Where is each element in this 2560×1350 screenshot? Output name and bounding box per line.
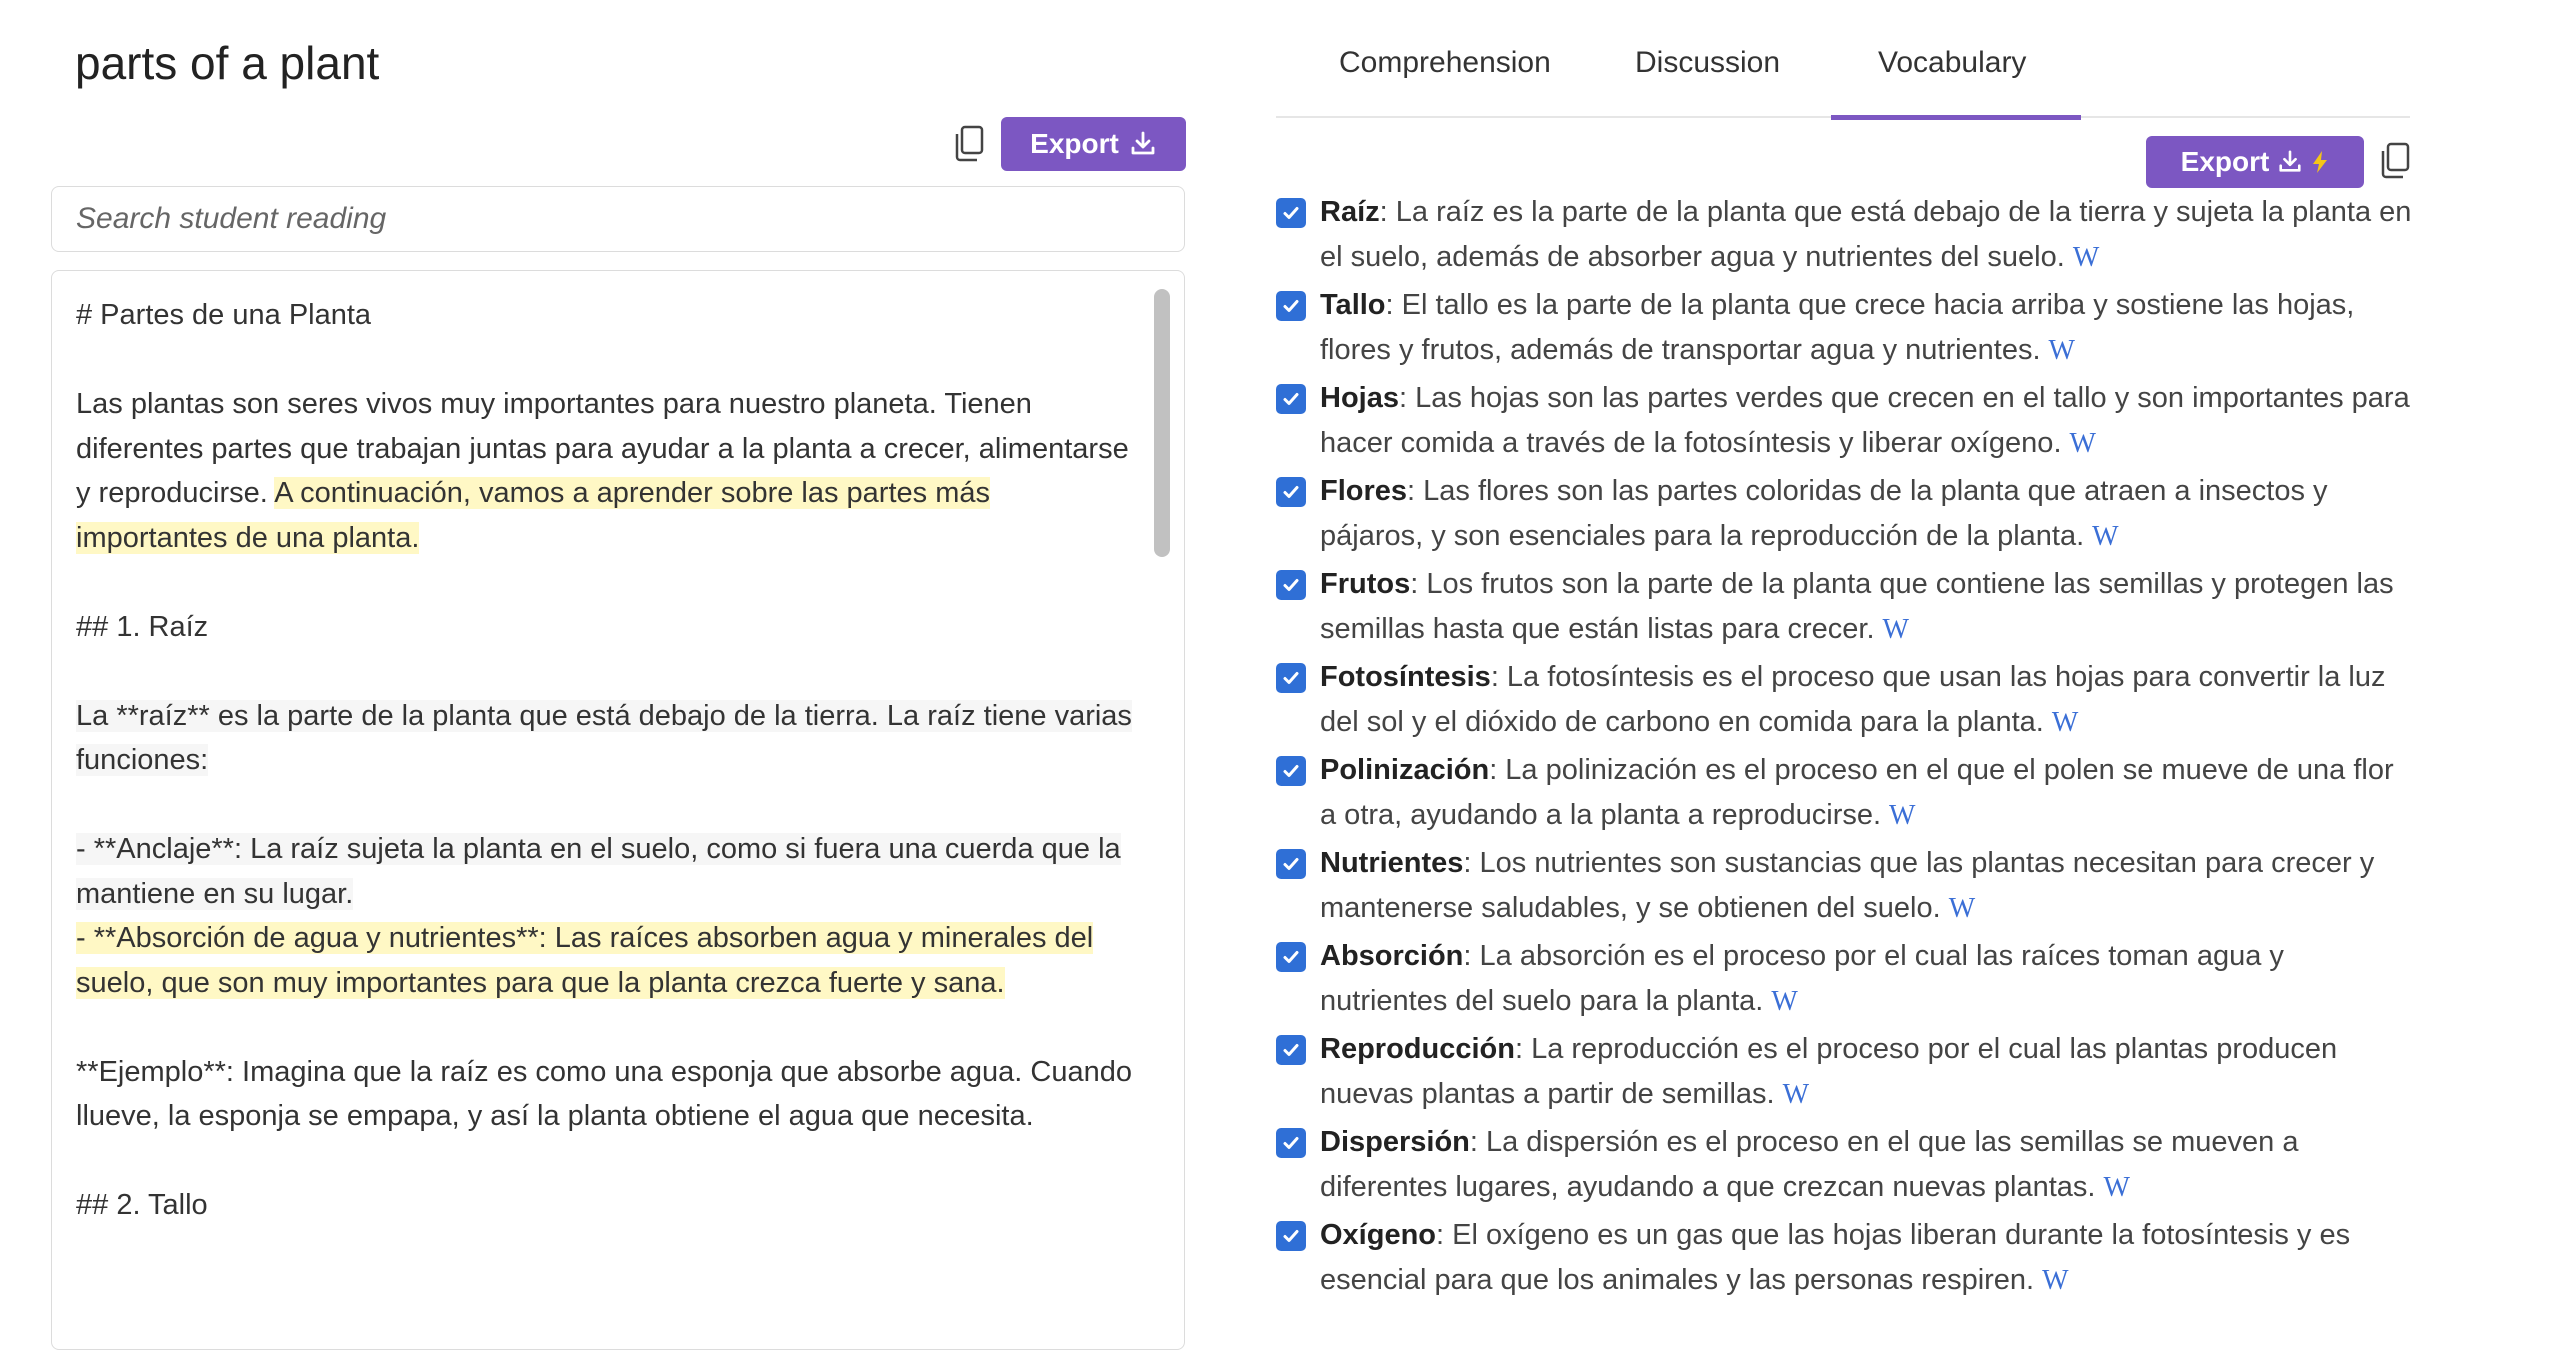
vocabulary-item <box>1276 1027 2416 1120</box>
vocabulary-item <box>1276 376 2416 469</box>
vocabulary-definition: : La reproducción es el proceso por el cual las plantas producen nuevas plantas a partir de semillas. <box>1320 1033 2338 1110</box>
reading-paragraph <box>76 1050 1136 1139</box>
reading-text-segment: Las plantas son seres vivos muy importantes para nuestro planeta. Tienen diferentes partes que trabajan juntas para ayudar a la planta a crecer, alimentarse y reproducirse. <box>76 388 1129 509</box>
highlighted-text: A continuación, vamos a aprender sobre las partes más importantes de una planta. <box>76 477 990 554</box>
wikipedia-icon[interactable]: W <box>2103 1171 2130 1203</box>
reading-text-segment: **Ejemplo**: Imagina que la raíz es como una esponja que absorbe agua. Cuando llueve, la esponja se empapa, y así la planta obtiene el agua que necesita. <box>76 1055 1132 1132</box>
vocabulary-checkbox[interactable] <box>1276 198 1306 228</box>
wikipedia-icon[interactable]: W <box>2048 334 2075 366</box>
export-button[interactable] <box>1001 117 1186 171</box>
vocabulary-checkbox[interactable] <box>1276 1035 1306 1065</box>
vocabulary-checkbox[interactable] <box>1276 1221 1306 1251</box>
checkmark-icon <box>1281 203 1301 223</box>
wikipedia-icon[interactable]: W <box>2069 427 2096 459</box>
wikipedia-icon[interactable]: W <box>1948 892 1976 924</box>
wikipedia-icon[interactable]: W <box>1882 613 1909 645</box>
checkmark-icon <box>1281 296 1301 316</box>
search-input[interactable] <box>51 186 1185 252</box>
vocabulary-definition: : El oxígeno es un gas que las hojas liberan durante la fotosíntesis y es esencial para que los animales y las personas respiren. <box>1320 1219 2351 1296</box>
vocabulary-item <box>1276 562 2416 655</box>
reading-paragraph <box>76 382 1136 560</box>
vocabulary-term: Polinización <box>1320 754 1490 786</box>
vocabulary-definition: : Las flores son las partes coloridas de la planta que atraen a insectos y pájaros, y son esenciales para la reproducción de la planta. <box>1320 475 2328 552</box>
vocabulary-term: Raíz <box>1320 196 1380 228</box>
vocabulary-term: Frutos <box>1320 568 1411 600</box>
checkmark-icon <box>1281 854 1301 874</box>
export-label: Export <box>2180 146 2270 177</box>
page-title: parts of a plant <box>75 37 380 89</box>
vocabulary-definition: : Las hojas son las partes verdes que crecen en el tallo y son importantes para hacer comida a través de la fotosíntesis y liberar oxígeno. <box>1320 382 2410 459</box>
export-label: Export <box>1030 128 1119 159</box>
wikipedia-icon[interactable]: W <box>1889 799 1916 831</box>
tab-discussion[interactable]: Discussion <box>1635 46 1781 79</box>
vocabulary-checkbox[interactable] <box>1276 291 1306 321</box>
wikipedia-icon[interactable]: W <box>2051 706 2079 738</box>
reading-paragraph <box>76 827 1136 1005</box>
vocabulary-item <box>1276 1120 2416 1213</box>
vocabulary-term: Absorción <box>1320 940 1464 972</box>
vocabulary-checkbox[interactable] <box>1276 384 1306 414</box>
tab-comprehension[interactable]: Comprehension <box>1339 46 1551 79</box>
vocabulary-item <box>1276 469 2416 562</box>
vocabulary-item <box>1276 655 2416 748</box>
vocabulary-definition: : La polinización es el proceso en el que el polen se mueve de una flor a otra, ayudando a la planta a reproducirse. <box>1320 754 2394 831</box>
vocabulary-checkbox[interactable] <box>1276 942 1306 972</box>
copy-icon[interactable] <box>2378 142 2412 180</box>
scrollbar-thumb[interactable] <box>1154 289 1170 557</box>
reading-paragraph <box>76 293 1136 338</box>
vocabulary-item <box>1276 748 2416 841</box>
wikipedia-icon[interactable]: W <box>1771 985 1798 1017</box>
vocabulary-list <box>1276 190 2416 1306</box>
reading-text-segment: ## 2. Tallo <box>76 1189 208 1221</box>
reading-paragraph <box>76 694 1136 783</box>
reading-text-segment: La **raíz** es la parte de la planta que está debajo de la tierra. La raíz tiene varias funciones: <box>76 699 1132 776</box>
reading-text-segment: # Partes de una Planta <box>76 299 372 331</box>
checkmark-icon <box>1281 1226 1301 1246</box>
wikipedia-icon[interactable]: W <box>1782 1078 1810 1110</box>
tab-bar <box>1276 0 2410 118</box>
student-reading-text <box>76 293 1136 1272</box>
vocabulary-checkbox[interactable] <box>1276 477 1306 507</box>
vocabulary-term: Nutrientes <box>1320 847 1464 879</box>
checkmark-icon <box>1281 389 1301 409</box>
checkmark-icon <box>1281 575 1301 595</box>
tab-vocabulary[interactable]: Vocabulary <box>1878 46 2027 79</box>
vocabulary-checkbox[interactable] <box>1276 849 1306 879</box>
vocabulary-definition: : Los nutrientes son sustancias que las plantas necesitan para crecer y mantenerse saludables, y se obtienen del suelo. <box>1320 847 2375 924</box>
checkmark-icon <box>1281 482 1301 502</box>
vocabulary-term: Hojas <box>1320 382 1399 414</box>
vocabulary-term: Fotosíntesis <box>1320 661 1491 693</box>
download-icon <box>2277 149 2303 175</box>
vocabulary-term: Reproducción <box>1320 1033 1515 1065</box>
highlighted-text: - **Absorción de agua y nutrientes**: Las raíces absorben agua y minerales del suelo, que son muy importantes para que la planta crezca fuerte y sana. <box>76 922 1094 999</box>
checkmark-icon <box>1281 668 1301 688</box>
vocabulary-checkbox[interactable] <box>1276 756 1306 786</box>
vocabulary-term: Oxígeno <box>1320 1219 1437 1251</box>
student-reading-panel[interactable] <box>51 270 1185 1350</box>
vocabulary-item <box>1276 1213 2416 1306</box>
vocabulary-definition: : El tallo es la parte de la planta que crece hacia arriba y sostiene las hojas, flores y frutos, además de transportar agua y nutrientes. <box>1320 289 2355 366</box>
vocabulary-checkbox[interactable] <box>1276 1128 1306 1158</box>
download-icon <box>1129 130 1157 158</box>
checkmark-icon <box>1281 761 1301 781</box>
reading-paragraph <box>76 1183 1136 1228</box>
checkmark-icon <box>1281 1040 1301 1060</box>
vocabulary-term: Flores <box>1320 475 1408 507</box>
copy-icon[interactable] <box>952 125 986 163</box>
vocabulary-definition: : La fotosíntesis es el proceso que usan las hojas para convertir la luz del sol y el dióxido de carbono en comida para la planta. <box>1320 661 2386 738</box>
vocabulary-definition: : Los frutos son la parte de la planta que contiene las semillas y protegen las semillas hasta que están listas para crecer. <box>1320 568 2394 645</box>
vocabulary-item <box>1276 190 2416 283</box>
checkmark-icon <box>1281 947 1301 967</box>
vocabulary-checkbox[interactable] <box>1276 570 1306 600</box>
vocabulary-item <box>1276 283 2416 376</box>
vocabulary-definition: : La absorción es el proceso por el cual las raíces toman agua y nutrientes del suelo para la planta. <box>1320 940 2284 1017</box>
vocabulary-definition: : La dispersión es el proceso en el que las semillas se mueven a diferentes lugares, ayudando a que crezcan nuevas plantas. <box>1320 1126 2299 1203</box>
vocabulary-definition: : La raíz es la parte de la planta que está debajo de la tierra y sujeta la planta en el suelo, además de absorber agua y nutrientes del suelo. <box>1320 196 2412 273</box>
wikipedia-icon[interactable]: W <box>2072 241 2100 273</box>
reading-text-segment: - **Anclaje**: La raíz sujeta la planta en el suelo, como si fuera una cuerda que la mantiene en su lugar. <box>76 833 1121 910</box>
wikipedia-icon[interactable]: W <box>2042 1264 2069 1296</box>
vocabulary-item <box>1276 934 2416 1027</box>
vocabulary-item <box>1276 841 2416 934</box>
lightning-icon <box>2311 150 2329 174</box>
vocabulary-checkbox[interactable] <box>1276 663 1306 693</box>
reading-paragraph <box>76 605 1136 650</box>
vocabulary-term: Dispersión <box>1320 1126 1470 1158</box>
wikipedia-icon[interactable]: W <box>2092 520 2119 552</box>
vocabulary-term: Tallo <box>1320 289 1386 321</box>
reading-text-segment: ## 1. Raíz <box>76 610 209 643</box>
active-tab-indicator <box>1831 115 2081 120</box>
checkmark-icon <box>1281 1133 1301 1153</box>
vocabulary-export-button[interactable] <box>2146 136 2364 188</box>
